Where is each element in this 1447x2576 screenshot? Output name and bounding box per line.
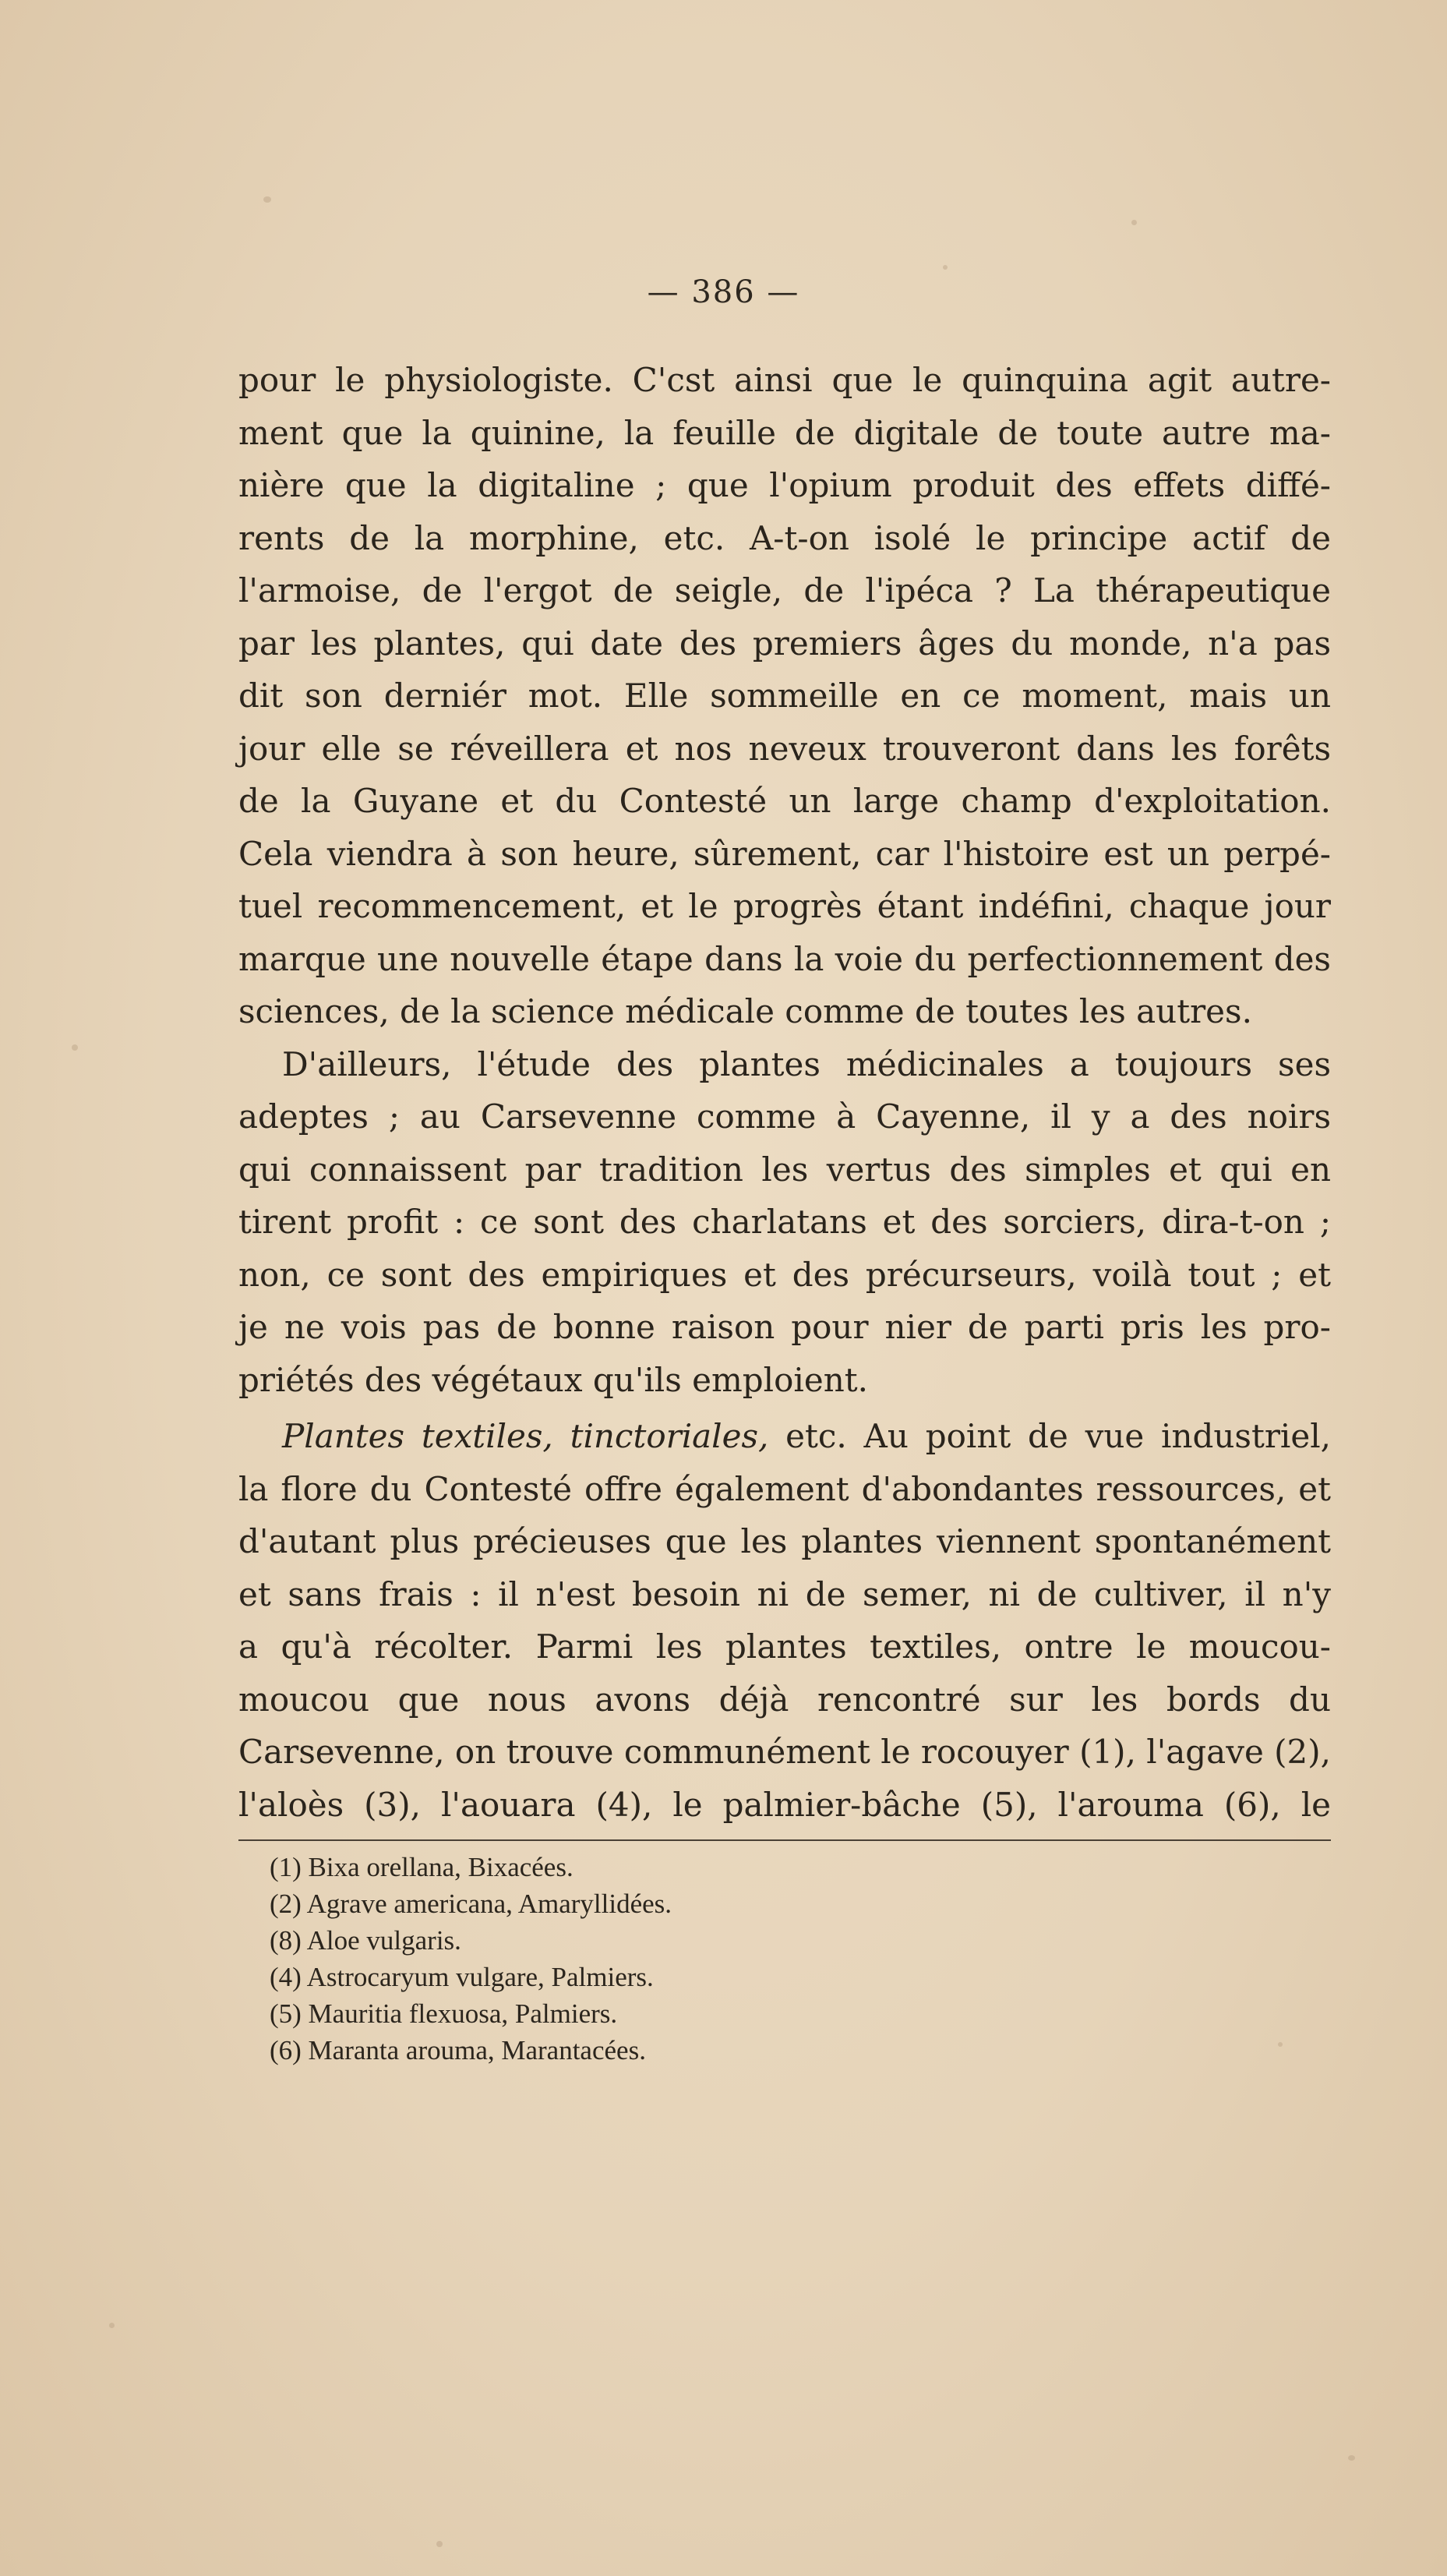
text-line: priétés des végétaux qu'ils emploient. — [238, 1361, 868, 1399]
text-line: la flore du Contesté offre également d'abondantes ressources, et — [238, 1470, 1331, 1508]
text-line: dit son derniér mot. Elle sommeille en ce moment, mais un — [238, 677, 1331, 715]
text-line: nière que la digitaline ; que l'opium produit des effets diffé- — [238, 466, 1331, 504]
text-line: d'autant plus précieuses que les plantes viennent spontanément — [238, 1522, 1331, 1560]
page-number: — 386 — — [647, 274, 800, 310]
text-line: Carsevenne, on trouve communément le rocouyer (1), l'agave (2), — [238, 1733, 1331, 1771]
paper-speck — [1131, 220, 1137, 225]
paper-speck — [436, 2541, 443, 2547]
text-line: moucou que nous avons déjà rencontré sur les bords du — [238, 1680, 1331, 1719]
text-line: adeptes ; au Carsevenne comme à Cayenne, il y a des noirs — [238, 1097, 1331, 1136]
text-line: l'armoise, de l'ergot de seigle, de l'ipéca ? La thérapeutique — [238, 571, 1331, 610]
paper-speck — [72, 1044, 78, 1051]
footnote: (5) Mauritia flexuosa, Palmiers. — [270, 1998, 618, 2029]
text-line: D'ailleurs, l'étude des plantes médicinales a toujours ses — [282, 1045, 1331, 1083]
text-line: tirent profit : ce sont des charlatans et des sorciers, dira-t-on ; — [238, 1203, 1331, 1241]
paper-speck — [263, 196, 271, 203]
italic-heading: Plantes textiles, tinctoriales, — [282, 1417, 769, 1455]
footnote: (1) Bixa orellana, Bixacées. — [270, 1852, 574, 1882]
paper-speck — [943, 265, 948, 270]
text-line: pour le physiologiste. C'cst ainsi que le quinquina agit autre- — [238, 361, 1331, 399]
text-line: marque une nouvelle étape dans la voie du perfectionnement des — [238, 940, 1331, 978]
text-line: rents de la morphine, etc. A-t-on isolé le principe actif de — [238, 519, 1331, 557]
text-line: tuel recommencement, et le progrès étant indéfini, chaque jour — [238, 887, 1331, 925]
footnote: (4) Astrocaryum vulgare, Palmiers. — [270, 1962, 654, 1992]
paragraph-heading-line — [282, 1409, 1331, 1464]
text-line: a qu'à récolter. Parmi les plantes textiles, ontre le moucou- — [238, 1627, 1331, 1666]
paper-speck — [109, 2323, 115, 2328]
heading-line-rest: etc. Au point de vue industriel, — [768, 1417, 1332, 1455]
text-line: par les plantes, qui date des premiers âges du monde, n'a pas — [238, 624, 1331, 663]
text-line: jour elle se réveillera et nos neveux trouveront dans les forêts — [238, 730, 1331, 768]
footnote: (8) Aloe vulgaris. — [270, 1925, 461, 1956]
paper-speck — [1278, 2042, 1283, 2047]
text-line: l'aloès (3), l'aouara (4), le palmier-bâche (5), l'arouma (6), le — [238, 1786, 1331, 1824]
paper-speck — [1348, 2455, 1355, 2461]
text-line: et sans frais : il n'est besoin ni de semer, ni de cultiver, il n'y — [238, 1575, 1331, 1613]
text-line: ment que la quinine, la feuille de digitale de toute autre ma- — [238, 414, 1331, 452]
text-line: qui connaissent par tradition les vertus des simples et qui en — [238, 1150, 1331, 1189]
text-line: non, ce sont des empiriques et des précurseurs, voilà tout ; et — [238, 1256, 1331, 1294]
footnote-divider — [238, 1839, 1331, 1841]
text-line: de la Guyane et du Contesté un large champ d'exploitation. — [238, 782, 1331, 820]
footnote: (2) Agrave americana, Amaryllidées. — [270, 1889, 672, 1919]
text-line: je ne vois pas de bonne raison pour nier de parti pris les pro- — [238, 1308, 1331, 1346]
text-line: sciences, de la science médicale comme de toutes les autres. — [238, 992, 1252, 1030]
footnote: (6) Maranta arouma, Marantacées. — [270, 2035, 646, 2065]
text-line: Cela viendra à son heure, sûrement, car l'histoire est un perpé- — [238, 835, 1331, 873]
